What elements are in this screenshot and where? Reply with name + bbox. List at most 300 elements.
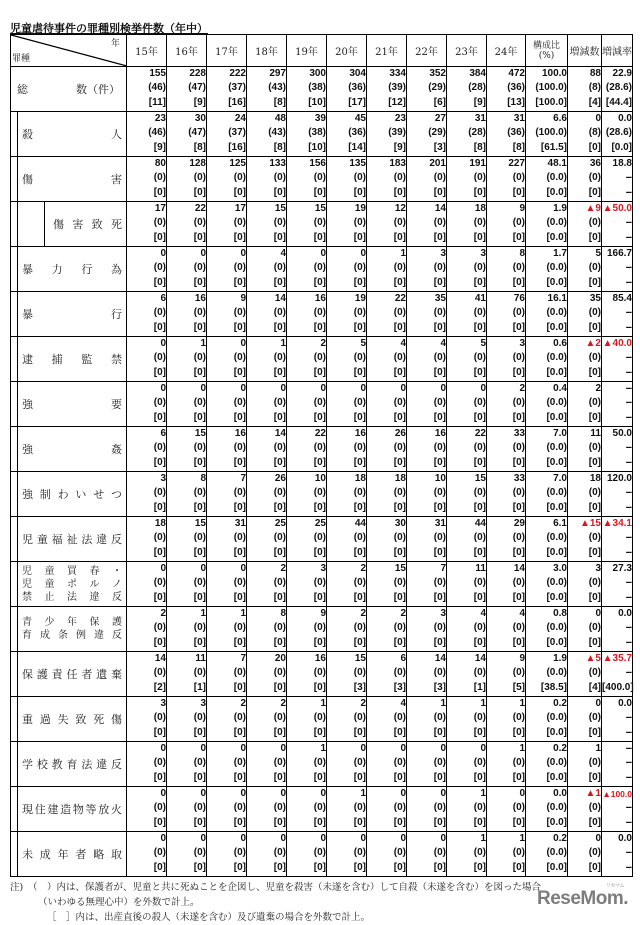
value-cell — [127, 787, 167, 832]
infanticide-value: [0] — [433, 321, 446, 333]
infanticide-value: [0] — [353, 456, 366, 468]
infanticide-value: [0] — [588, 141, 601, 153]
count-value: 18 — [394, 473, 406, 484]
murder-suicide-value: (0.0) — [546, 172, 567, 184]
murder-suicide-value: (0) — [153, 757, 166, 769]
murder-suicide-value: (0) — [473, 532, 486, 544]
murder-suicide-value: (0) — [273, 217, 286, 229]
label-char: 違 — [94, 630, 104, 641]
murder-suicide-value: (0) — [473, 667, 486, 679]
value-cell — [287, 742, 327, 787]
value-cell — [247, 562, 287, 607]
value-cell — [287, 67, 327, 112]
infanticide-value: [16] — [228, 141, 246, 153]
infanticide-value: [0] — [193, 636, 206, 648]
murder-suicide-value: (0) — [313, 352, 326, 364]
count-value: 22 — [194, 203, 206, 214]
murder-suicide-value: (0) — [473, 622, 486, 634]
murder-suicide-value: (0) — [153, 262, 166, 274]
count-value: 100.0 — [541, 68, 567, 79]
value-cell — [526, 742, 568, 787]
indent-gutter — [11, 697, 18, 741]
value-cell — [287, 427, 327, 472]
murder-suicide-value: − — [625, 487, 632, 500]
murder-suicide-value: (36) — [348, 127, 366, 139]
count-value: 0 — [400, 383, 406, 394]
count-value: 9 — [519, 203, 525, 214]
murder-suicide-value: (0.0) — [546, 532, 567, 544]
count-value: 25 — [274, 518, 286, 529]
infanticide-value: [0.0] — [546, 861, 567, 873]
table-row — [11, 157, 633, 202]
value-cell — [487, 382, 526, 427]
infanticide-value: − — [625, 321, 632, 334]
count-value: 0 — [440, 743, 446, 754]
infanticide-value: [0.0] — [546, 636, 567, 648]
value-cell — [447, 787, 487, 832]
value-cell — [447, 562, 487, 607]
value-cell — [327, 247, 367, 292]
value-cell — [247, 742, 287, 787]
footnote-parentheses-cont: （いわゆる無理心中）を外数で計上。 — [38, 897, 200, 908]
label-char: 保 — [22, 668, 33, 681]
value-cell — [327, 472, 367, 517]
value-cell — [602, 112, 633, 157]
label-char: 学 — [22, 758, 33, 771]
header-row — [11, 35, 633, 67]
infanticide-value: [0] — [473, 861, 486, 873]
value-cell — [526, 607, 568, 652]
infanticide-value: [0] — [193, 366, 206, 378]
murder-suicide-value: (0) — [313, 442, 326, 454]
table-title: 児童虐待事件の罪種別検挙件数（年中） — [10, 22, 208, 35]
murder-suicide-value: (0) — [233, 172, 246, 184]
murder-suicide-value: − — [625, 352, 632, 365]
infanticide-value: − — [625, 411, 632, 424]
infanticide-value: [0] — [393, 456, 406, 468]
infanticide-value: [0] — [353, 186, 366, 198]
value-cell — [487, 517, 526, 562]
label-char: 少 — [44, 617, 55, 628]
infanticide-value: [0] — [193, 186, 206, 198]
infanticide-value: [9] — [153, 141, 166, 153]
infanticide-value: [0] — [393, 276, 406, 288]
infanticide-value: [0] — [393, 321, 406, 333]
count-value: 16 — [354, 428, 366, 439]
count-value: 0 — [240, 338, 246, 349]
count-value: 300 — [309, 68, 326, 79]
murder-suicide-value: (0.0) — [546, 802, 567, 814]
infanticide-value: [0] — [512, 411, 525, 423]
murder-suicide-value: (0) — [193, 352, 206, 364]
value-cell — [407, 202, 447, 247]
indent-gutter — [17, 202, 45, 246]
value-cell — [207, 112, 247, 157]
count-value: 15 — [354, 653, 366, 664]
murder-suicide-value: (0) — [353, 217, 366, 229]
count-value: 35 — [434, 293, 446, 304]
value-cell — [407, 832, 447, 877]
value-cell — [327, 832, 367, 877]
murder-suicide-value: (0.0) — [546, 847, 567, 859]
infanticide-value: [0] — [233, 411, 246, 423]
col-header-year: 16年 — [167, 35, 207, 67]
infanticide-value: [0] — [588, 816, 601, 828]
infanticide-value: [1] — [473, 681, 486, 693]
murder-suicide-value: − — [625, 667, 632, 680]
label-char: わ — [57, 488, 69, 501]
count-value: 6 — [160, 428, 166, 439]
value-cell — [127, 247, 167, 292]
col-header-year: 20年 — [327, 35, 367, 67]
infanticide-value: − — [625, 186, 632, 199]
murder-suicide-value: (0) — [313, 667, 326, 679]
murder-suicide-value: (0) — [193, 802, 206, 814]
value-cell — [127, 157, 167, 202]
murder-suicide-value: (0) — [393, 397, 406, 409]
murder-suicide-value: − — [625, 262, 632, 275]
label-char: 傷 — [22, 173, 33, 186]
infanticide-value: [0] — [353, 546, 366, 558]
infanticide-value: [0] — [393, 186, 406, 198]
count-value: 2 — [280, 563, 286, 574]
murder-suicide-value: (0) — [512, 352, 525, 364]
count-value: 5 — [360, 338, 366, 349]
murder-suicide-value: − — [625, 397, 632, 410]
infanticide-value: [0] — [393, 591, 406, 603]
murder-suicide-value: (0) — [393, 262, 406, 274]
indent-gutter — [11, 382, 18, 426]
count-value: 35 — [589, 293, 601, 304]
infanticide-value: [0] — [433, 186, 446, 198]
count-value: 4 — [280, 248, 286, 259]
murder-suicide-value: (0) — [512, 847, 525, 859]
label-char: 買 — [67, 565, 77, 577]
infanticide-value: [0] — [153, 816, 166, 828]
infanticide-value: [0] — [233, 501, 246, 513]
infanticide-value: [0] — [153, 501, 166, 513]
label-char: 要 — [111, 398, 122, 411]
murder-suicide-value: − — [625, 442, 632, 455]
value-cell — [247, 697, 287, 742]
label-char: 成 — [40, 630, 50, 641]
count-value: 304 — [349, 68, 366, 79]
murder-suicide-value: (0) — [193, 487, 206, 499]
value-cell — [602, 427, 633, 472]
value-cell — [447, 697, 487, 742]
count-value: 9 — [519, 653, 525, 664]
count-value: ▲2 — [585, 338, 601, 349]
value-cell — [487, 652, 526, 697]
count-value: 10 — [314, 473, 326, 484]
infanticide-value: [0] — [313, 636, 326, 648]
value-cell — [526, 382, 568, 427]
value-cell — [602, 382, 633, 427]
table-row — [11, 202, 633, 247]
murder-suicide-value: (0) — [433, 172, 446, 184]
value-cell — [526, 202, 568, 247]
murder-suicide-value: (0) — [313, 577, 326, 589]
label-char: 過 — [39, 713, 51, 726]
col-header-year: 18年 — [247, 35, 287, 67]
infanticide-value: [0] — [588, 501, 601, 513]
col-header-year: 21年 — [367, 35, 407, 67]
label-char: 監 — [81, 353, 93, 366]
value-cell — [487, 562, 526, 607]
footnotes — [10, 880, 541, 925]
murder-suicide-value: (0) — [393, 442, 406, 454]
value-cell — [207, 472, 247, 517]
murder-suicide-value: (0) — [393, 802, 406, 814]
value-cell — [568, 292, 602, 337]
count-value: 33 — [513, 473, 525, 484]
murder-suicide-value: − — [625, 172, 632, 185]
murder-suicide-value: (28) — [468, 127, 486, 139]
value-cell — [247, 292, 287, 337]
count-value: 1 — [595, 743, 601, 754]
count-value: 2 — [280, 698, 286, 709]
row-label — [11, 472, 127, 517]
count-value: − — [625, 743, 632, 755]
murder-suicide-value: (0) — [233, 307, 246, 319]
infanticide-value: [0] — [273, 771, 286, 783]
murder-suicide-value: (0) — [393, 352, 406, 364]
murder-suicide-value: (0) — [393, 622, 406, 634]
value-cell — [407, 607, 447, 652]
value-cell — [247, 517, 287, 562]
label-char: 法 — [81, 533, 93, 546]
count-value: 1 — [519, 743, 525, 754]
count-value: 76 — [513, 293, 525, 304]
infanticide-value: [0] — [393, 546, 406, 558]
murder-suicide-value: (0) — [193, 532, 206, 544]
label-char: 責 — [51, 668, 63, 681]
table-row — [11, 292, 633, 337]
infanticide-value: [0] — [433, 771, 446, 783]
count-value: 0.0 — [618, 608, 632, 619]
label-char: 祉 — [66, 533, 78, 546]
infanticide-value: [0] — [473, 321, 486, 333]
value-cell — [602, 697, 633, 742]
count-value: 1 — [400, 248, 406, 259]
indent-gutter — [11, 787, 18, 831]
murder-suicide-value: (0.0) — [546, 307, 567, 319]
value-cell — [447, 337, 487, 382]
value-cell — [327, 382, 367, 427]
footnote-parentheses: 注) （ ）内は、保護者が、児童と共に死ぬことを企図し、児童を殺害（未遂を含む）して自殺（未遂を含む）を図った場合 — [10, 882, 541, 893]
count-value: 14 — [274, 428, 286, 439]
infanticide-value: [0] — [588, 636, 601, 648]
count-value: 128 — [189, 158, 206, 169]
count-value: 80 — [154, 158, 166, 169]
label-char: 法 — [67, 591, 77, 603]
value-cell — [127, 697, 167, 742]
count-value: 135 — [349, 158, 366, 169]
infanticide-value: [0] — [473, 501, 486, 513]
value-cell — [367, 427, 407, 472]
corner-type-label: 罪種 — [12, 54, 31, 64]
count-value: 0 — [280, 743, 286, 754]
infanticide-value: [4] — [588, 96, 601, 108]
infanticide-value: [8] — [193, 141, 206, 153]
infanticide-value: [0] — [512, 636, 525, 648]
label-char: 棄 — [110, 668, 122, 681]
murder-suicide-value: (0) — [273, 262, 286, 274]
infanticide-value: [3] — [433, 681, 446, 693]
murder-suicide-value: − — [625, 622, 632, 635]
murder-suicide-value: (0.0) — [546, 442, 567, 454]
infanticide-value: [0] — [473, 816, 486, 828]
value-cell — [207, 697, 247, 742]
murder-suicide-value: (0) — [588, 397, 601, 409]
value-cell — [327, 652, 367, 697]
value-cell — [247, 832, 287, 877]
infanticide-value: [0] — [512, 726, 525, 738]
infanticide-value: [0] — [393, 636, 406, 648]
value-cell — [167, 607, 207, 652]
count-value: 183 — [389, 158, 406, 169]
count-value: 1 — [200, 608, 206, 619]
value-cell — [327, 517, 367, 562]
label-char: 童 — [44, 565, 55, 577]
count-value: 10 — [434, 473, 446, 484]
infanticide-value: [0] — [353, 366, 366, 378]
label-char: つ — [110, 488, 122, 501]
value-cell — [407, 562, 447, 607]
count-value: 120.0 — [606, 473, 632, 484]
infanticide-value: [0] — [153, 456, 166, 468]
label-char: 例 — [76, 630, 86, 641]
indent-gutter — [11, 742, 18, 786]
murder-suicide-value: (0) — [588, 577, 601, 589]
value-cell — [287, 517, 327, 562]
murder-suicide-value: (0) — [273, 577, 286, 589]
murder-suicide-value: (0) — [313, 532, 326, 544]
infanticide-value: [0] — [353, 501, 366, 513]
row-label — [11, 292, 127, 337]
count-value: 15 — [474, 473, 486, 484]
value-cell — [287, 382, 327, 427]
count-value: 19 — [354, 293, 366, 304]
murder-suicide-value: (0) — [273, 802, 286, 814]
infanticide-value: − — [625, 636, 632, 649]
value-cell — [167, 292, 207, 337]
value-cell — [568, 787, 602, 832]
value-cell — [602, 787, 633, 832]
murder-suicide-value: − — [625, 802, 632, 815]
value-cell — [207, 562, 247, 607]
table-row — [11, 112, 633, 157]
infanticide-value: [3] — [353, 681, 366, 693]
murder-suicide-value: (0) — [512, 532, 525, 544]
infanticide-value: [0] — [193, 726, 206, 738]
table-row — [11, 517, 633, 562]
murder-suicide-value: (0) — [393, 847, 406, 859]
murder-suicide-value: (0) — [588, 757, 601, 769]
murder-suicide-value: (8) — [588, 127, 601, 139]
value-cell — [526, 247, 568, 292]
value-cell — [367, 472, 407, 517]
count-value: 2 — [360, 563, 366, 574]
infanticide-value: [0] — [313, 501, 326, 513]
murder-suicide-value: (0) — [313, 757, 326, 769]
infanticide-value: [9] — [473, 96, 486, 108]
murder-suicide-value: (0.0) — [546, 757, 567, 769]
count-value: 15 — [194, 428, 206, 439]
count-value: 29 — [513, 518, 525, 529]
murder-suicide-value: (37) — [228, 127, 246, 139]
infanticide-value: [0] — [433, 726, 446, 738]
value-cell — [367, 652, 407, 697]
value-cell — [127, 652, 167, 697]
count-value: 0.4 — [553, 383, 567, 394]
count-value: 1.7 — [553, 248, 567, 259]
count-value: 0 — [280, 788, 286, 799]
infanticide-value: [0] — [273, 456, 286, 468]
value-cell — [568, 742, 602, 787]
value-cell — [327, 562, 367, 607]
count-value: 9 — [240, 293, 246, 304]
value-cell — [247, 157, 287, 202]
row-label — [11, 652, 127, 697]
value-cell — [207, 247, 247, 292]
label-char: 教 — [51, 758, 63, 771]
value-cell — [167, 742, 207, 787]
murder-suicide-value: (0) — [353, 352, 366, 364]
count-value: ▲35.7 — [602, 653, 632, 664]
value-cell — [167, 247, 207, 292]
count-value: 0.8 — [553, 608, 567, 619]
indent-gutter — [11, 247, 18, 291]
murder-suicide-value: (0) — [393, 757, 406, 769]
label-char: 者 — [75, 848, 87, 861]
value-cell — [407, 472, 447, 517]
infanticide-value: [8] — [273, 96, 286, 108]
murder-suicide-value: (0) — [433, 532, 446, 544]
count-value: 3 — [480, 248, 486, 259]
value-cell — [487, 472, 526, 517]
murder-suicide-value: − — [625, 712, 632, 725]
murder-suicide-value: (46) — [148, 82, 166, 94]
murder-suicide-value: (0) — [433, 847, 446, 859]
count-value: 472 — [508, 68, 525, 79]
murder-suicide-value: (0) — [393, 172, 406, 184]
label-char: 強 — [22, 398, 33, 411]
infanticide-value: − — [625, 366, 632, 379]
murder-suicide-value: (0) — [512, 802, 525, 814]
table-row — [11, 697, 633, 742]
infanticide-value: [61.5] — [540, 141, 567, 153]
count-value: 2 — [400, 608, 406, 619]
value-cell — [487, 787, 526, 832]
infanticide-value: [38.5] — [540, 681, 567, 693]
value-cell — [367, 112, 407, 157]
murder-suicide-value: (0) — [233, 217, 246, 229]
label-char: 遺 — [96, 668, 108, 681]
infanticide-value: [0.0] — [546, 456, 567, 468]
infanticide-value: [0] — [353, 231, 366, 243]
count-value: 156 — [309, 158, 326, 169]
value-cell — [602, 157, 633, 202]
value-cell — [287, 652, 327, 697]
count-value: 384 — [469, 68, 486, 79]
value-cell — [568, 832, 602, 877]
value-cell — [127, 742, 167, 787]
murder-suicide-value: (0) — [233, 352, 246, 364]
murder-suicide-value: (0) — [153, 487, 166, 499]
count-value: 15 — [314, 203, 326, 214]
label-char: 強 — [22, 443, 33, 456]
